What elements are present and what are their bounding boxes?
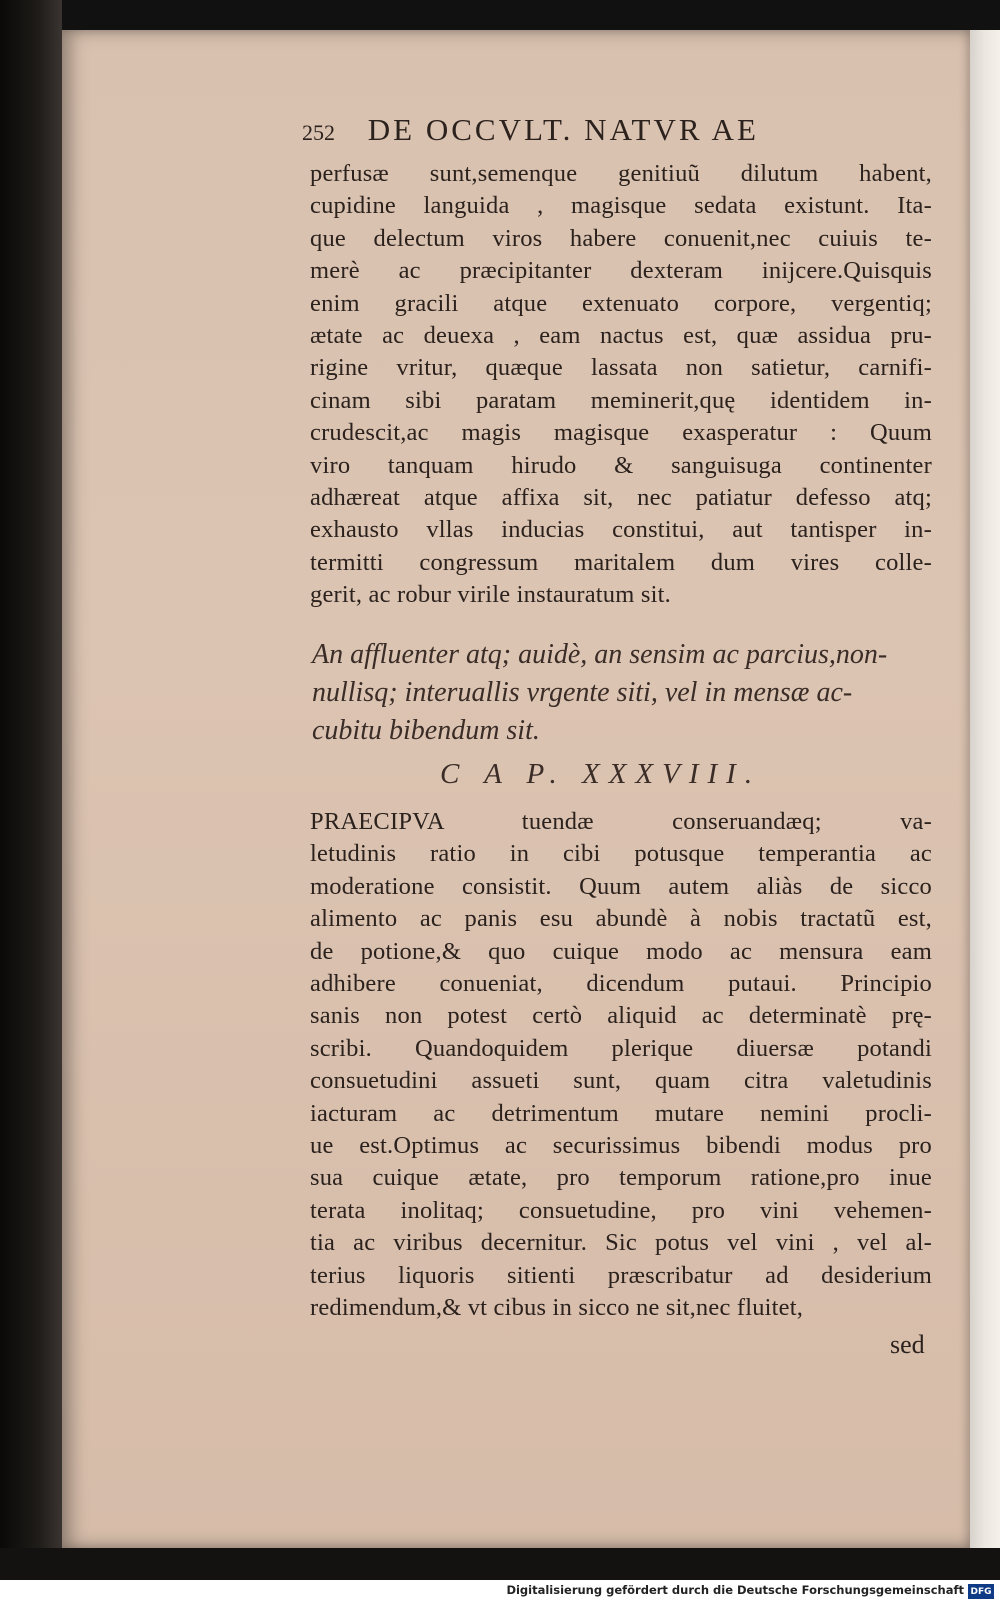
chapter-rubric xyxy=(312,636,934,750)
text-line: terius liquoris sitienti præscribatur ad desiderium xyxy=(310,1261,932,1289)
dfg-logo: DFG xyxy=(968,1584,994,1599)
text-line: gerit, ac robur virile instauratum sit. xyxy=(310,581,671,609)
funding-credit: Digitalisierung gefördert durch die Deutsche Forschungsgemeinschaft xyxy=(506,1583,964,1597)
catchword: sed xyxy=(890,1330,925,1359)
text-line: tia ac viribus decernitur. Sic potus vel vini , vel al- xyxy=(310,1229,932,1257)
text-line: que delectum viros habere conuenit,nec cuiuis te- xyxy=(310,224,932,252)
text-line: cubitu bibendum sit. xyxy=(312,715,540,746)
text-line: iacturam ac detrimentum mutare nemini procli- xyxy=(310,1099,932,1127)
text-line: sua cuique ætate, pro temporum ratione,pro inue xyxy=(310,1164,932,1192)
text-line: cinam sibi paratam meminerit,quę identidem in- xyxy=(310,386,932,414)
text-line: perfusæ sunt,semenque genitiuũ dilutum habent, xyxy=(310,160,932,187)
text-line: redimendum,& vt cibus in sicco ne sit,nec fluitet, xyxy=(310,1294,804,1322)
text-line: rigine vritur, quæque lassata non satietur, carnifi- xyxy=(310,354,932,382)
text-line: viro tanquam hirudo & sanguisuga continenter xyxy=(310,451,932,479)
text-line: ætate ac deuexa , eam nactus est, quæ assidua pru- xyxy=(310,322,932,350)
page-number: 252 xyxy=(302,120,335,145)
text-line: crudescit,ac magis magisque exasperatur : Quum xyxy=(310,419,932,447)
running-header xyxy=(302,112,882,148)
body-text-top xyxy=(310,158,932,612)
text-line: adhibere conueniat, dicendum putaui. Principio xyxy=(310,970,932,998)
chapter-heading: C A P. XXXVIII. xyxy=(440,758,762,790)
text-line: terata inolitaq; consuetudine, pro vini vehemen- xyxy=(310,1196,932,1224)
text-line: ue est.Optimus ac securissimus bibendi modus pro xyxy=(310,1132,932,1160)
text-line: termitti congressum maritalem dum vires colle- xyxy=(310,548,932,576)
text-line: sanis non potest certò aliquid ac determinatè prę- xyxy=(310,1002,932,1030)
text-line: merè ac præcipitanter dexteram inijcere.Quisquis xyxy=(310,257,932,285)
scan-bottom-edge xyxy=(0,1548,1000,1580)
text-line: scribi. Quandoquidem plerique diuersæ potandi xyxy=(310,1034,932,1062)
text-line: PRAECIPVA tuendæ conseruandæq; va- xyxy=(310,808,932,835)
page-right-margin xyxy=(970,30,1000,1548)
body-text-bottom xyxy=(310,806,932,1325)
text-line: consuetudini assueti sunt, quam citra valetudinis xyxy=(310,1067,932,1095)
text-line: moderatione consistit. Quum autem aliàs de sicco xyxy=(310,872,932,900)
text-line: alimento ac panis esu abundè à nobis tractatũ est, xyxy=(310,905,932,933)
text-line: exhausto vllas inducias constitui, aut tantisper in- xyxy=(310,516,932,544)
text-line: cupidine languida , magisque sedata existunt. Ita- xyxy=(310,192,932,220)
text-line: de potione,& quo cuique modo ac mensura eam xyxy=(310,937,932,965)
running-title: DE OCCVLT. NATVR AE xyxy=(367,112,759,147)
text-line: adhæreat atque affixa sit, nec patiatur defesso atq; xyxy=(310,484,932,512)
book-gutter-edge xyxy=(0,0,62,1580)
text-line: letudinis ratio in cibi potusque temperantia ac xyxy=(310,840,932,868)
text-line: nullisq; interuallis vrgente siti, vel in mensæ ac- xyxy=(312,677,853,708)
text-line: An affluenter atq; auidè, an sensim ac parcius,non- xyxy=(312,639,888,670)
text-line: enim gracili atque extenuato corpore, vergentiq; xyxy=(310,289,932,317)
